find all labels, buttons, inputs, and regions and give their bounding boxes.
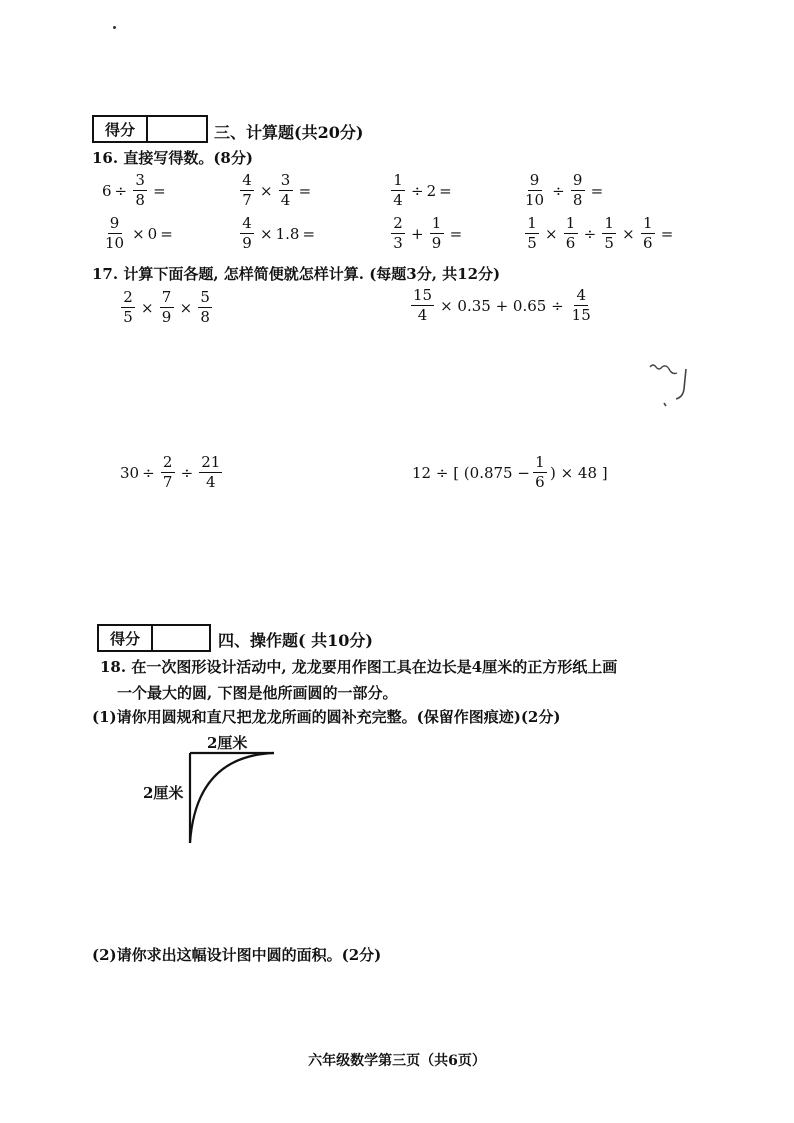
q16-title: 16. 直接写得数。(8分) <box>92 149 253 167</box>
figure-arc <box>190 753 274 843</box>
fraction: $\frac{2}{5}$ <box>121 290 135 325</box>
fraction: $\frac{4}{15}$ <box>571 286 591 324</box>
q16-item-6: $\frac{4}{9}$ × 1.8 = <box>237 216 318 251</box>
q17-expr-3: 30 ÷ $\frac{2}{7}$ ÷ $\frac{21}{4}$ <box>120 453 221 491</box>
fraction: $\frac{3}{4}$ <box>279 173 293 208</box>
q18-line-1: 18. 在一次图形设计活动中, 龙龙要用作图工具在边长是4厘米的正方形纸上画 <box>100 658 618 676</box>
fraction: $\frac{4}{9}$ <box>240 216 254 251</box>
score-blank[interactable] <box>148 117 206 141</box>
q17-title: 17. 计算下面各题, 怎样简便就怎样计算. (每题3分, 共12分) <box>92 265 501 283</box>
fraction: $\frac{1}{6}$ <box>641 216 655 251</box>
page-footer: 六年级数学第三页（共6页） <box>308 1053 486 1069</box>
q17-expr-1: $\frac{2}{5}$ × $\frac{7}{9}$ × $\frac{5}{8}$ <box>118 290 215 325</box>
q17-expr-2: $\frac{15}{4}$ × 0.35 + 0.65 ÷ $\frac{4}{15}$ <box>413 286 591 324</box>
q16-item-5: $\frac{9}{10}$ × 0 = <box>105 214 173 252</box>
quarter-circle-figure <box>184 748 284 848</box>
fraction: $\frac{3}{8}$ <box>133 173 147 208</box>
score-box-section3 <box>92 115 208 143</box>
q18-line-2: 一个最大的圆, 下图是他所画圆的一部分。 <box>117 684 398 702</box>
handwriting-scribble <box>642 355 702 415</box>
fraction: $\frac{1}{6}$ <box>564 216 578 251</box>
fraction: $\frac{9}{10}$ <box>105 214 125 252</box>
fraction: $\frac{9}{8}$ <box>571 173 585 208</box>
fraction: $\frac{1}{5}$ <box>602 216 616 251</box>
score-blank[interactable] <box>153 626 209 650</box>
fraction: $\frac{5}{8}$ <box>198 290 212 325</box>
stray-mark <box>113 26 116 29</box>
fraction: $\frac{2}{7}$ <box>161 455 175 490</box>
q17-expr-4: 12 ÷ [ (0.875 − $\frac{1}{6}$ ) × 48 ] <box>412 453 608 491</box>
score-label: 得分 <box>94 117 148 141</box>
score-label: 得分 <box>99 626 153 650</box>
figure-top-label: 2厘米 <box>207 734 248 752</box>
fraction: $\frac{1}{6}$ <box>533 455 547 490</box>
fraction: $\frac{15}{4}$ <box>413 286 433 324</box>
fraction: $\frac{1}{5}$ <box>525 216 539 251</box>
q16-item-7: $\frac{2}{3}$ + $\frac{1}{9}$ = <box>388 216 465 251</box>
figure-left-label: 2厘米 <box>143 784 184 802</box>
fraction: $\frac{7}{9}$ <box>160 290 174 325</box>
section4-title: 四、操作题( 共10分) <box>218 631 373 650</box>
q16-item-2: $\frac{4}{7}$ × $\frac{3}{4}$ = <box>237 173 314 208</box>
fraction: $\frac{21}{4}$ <box>201 453 221 491</box>
fraction: $\frac{1}{9}$ <box>430 216 444 251</box>
fraction: $\frac{1}{4}$ <box>391 173 405 208</box>
q18-part-2: (2)请你求出这幅设计图中圆的面积。(2分) <box>92 946 382 964</box>
q16-item-8: $\frac{1}{5}$ × $\frac{1}{6}$ ÷ $\frac{1}{5}$ × $\frac{1}{6}$ = <box>522 216 676 251</box>
fraction: $\frac{9}{10}$ <box>525 171 545 209</box>
score-box-section4 <box>97 624 211 652</box>
q16-item-3: $\frac{1}{4}$ ÷ 2 = <box>388 173 455 208</box>
q16-item-1: 6 ÷ $\frac{3}{8}$ = <box>102 171 166 209</box>
fraction: $\frac{4}{7}$ <box>240 173 254 208</box>
fraction: $\frac{2}{3}$ <box>391 216 405 251</box>
section3-title: 三、计算题(共20分) <box>214 123 364 142</box>
q18-part-1: (1)请你用圆规和直尺把龙龙所画的圆补充完整。(保留作图痕迹)(2分) <box>92 708 561 726</box>
q16-item-4: $\frac{9}{10}$ ÷ $\frac{9}{8}$ = <box>525 171 604 209</box>
